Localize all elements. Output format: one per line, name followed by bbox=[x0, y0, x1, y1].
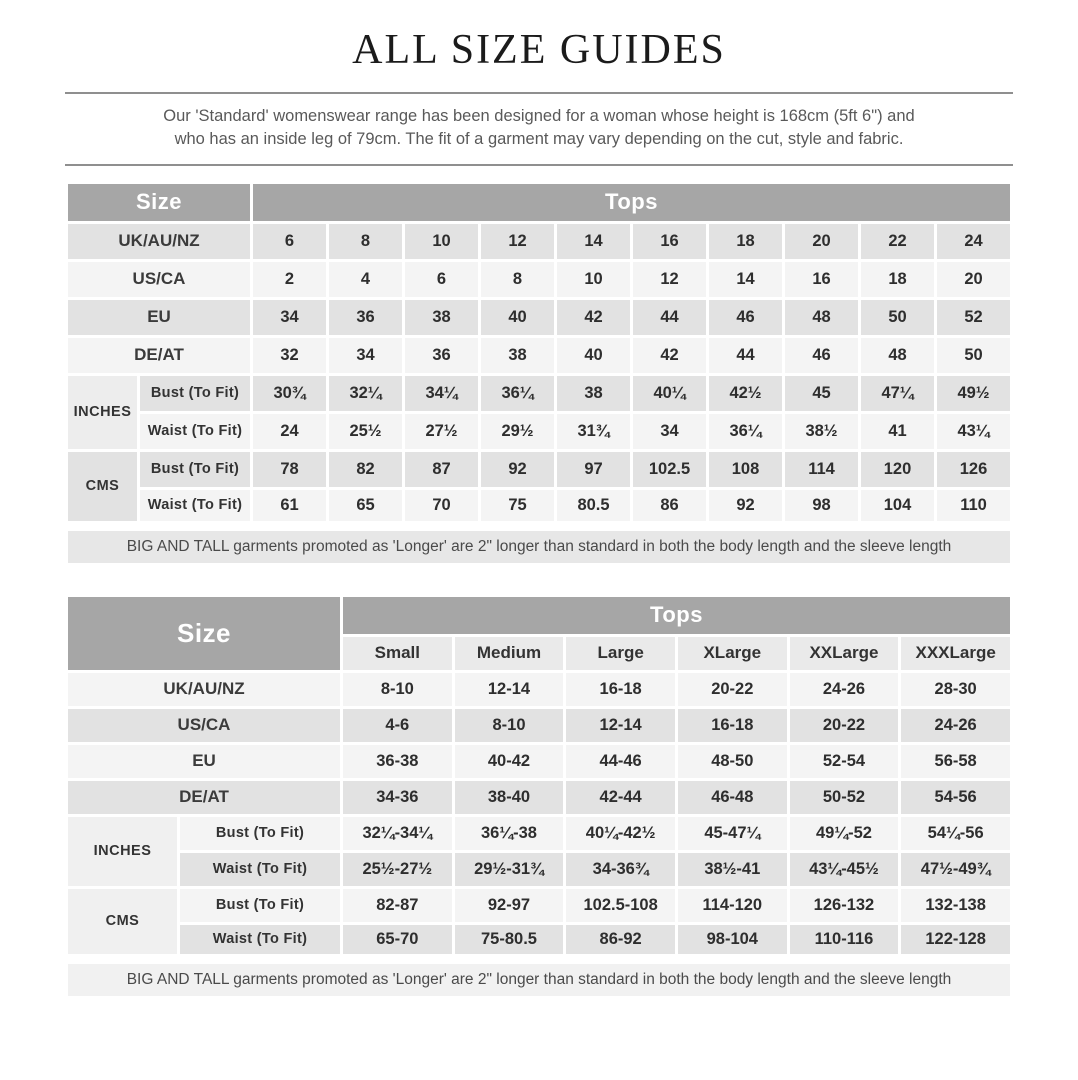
size-value-cell: 42 bbox=[556, 298, 632, 336]
divider bbox=[65, 164, 1013, 166]
size-value-cell: 126 bbox=[936, 450, 1012, 488]
table-row bbox=[67, 923, 1012, 959]
size-value-cell: 82 bbox=[328, 450, 404, 488]
size-value-cell: 52 bbox=[936, 298, 1012, 336]
size-value-cell: 8-10 bbox=[453, 707, 565, 743]
size-value-cell: 29½ bbox=[480, 412, 556, 450]
size-value-cell: 49¼-52 bbox=[788, 815, 900, 851]
table-row bbox=[67, 707, 1012, 743]
size-value-cell: 16 bbox=[632, 222, 708, 260]
size-value-cell: 14 bbox=[556, 222, 632, 260]
size-header-cell: Size bbox=[67, 182, 252, 222]
size-value-cell: 42-44 bbox=[565, 779, 677, 815]
size-value-cell: 27½ bbox=[404, 412, 480, 450]
size-system-label: DE/AT bbox=[67, 779, 342, 815]
table-row bbox=[67, 815, 1012, 851]
size-value-cell: 38 bbox=[556, 374, 632, 412]
size-value-cell: 20 bbox=[784, 222, 860, 260]
size-value-cell: 75 bbox=[480, 488, 556, 526]
size-value-cell: 16-18 bbox=[565, 671, 677, 707]
measurement-label: Waist (To Fit) bbox=[139, 488, 252, 526]
size-value-cell: 97 bbox=[556, 450, 632, 488]
size-value-cell: 10 bbox=[556, 260, 632, 298]
size-value-cell: 47½-49¾ bbox=[900, 851, 1012, 887]
size-value-cell: 102.5 bbox=[632, 450, 708, 488]
size-value-cell: 34-36 bbox=[342, 779, 454, 815]
table-row bbox=[67, 779, 1012, 815]
table-row bbox=[67, 743, 1012, 779]
size-value-cell: 30¾ bbox=[252, 374, 328, 412]
unit-group-label: CMS bbox=[67, 450, 139, 526]
unit-group-label: INCHES bbox=[67, 374, 139, 450]
size-value-cell: 42½ bbox=[708, 374, 784, 412]
size-value-cell: 10 bbox=[404, 222, 480, 260]
size-value-cell: 12-14 bbox=[565, 707, 677, 743]
size-value-cell: 24 bbox=[936, 222, 1012, 260]
size-value-cell: 108 bbox=[708, 450, 784, 488]
size-value-cell: 40 bbox=[556, 336, 632, 374]
size-value-cell: 126-132 bbox=[788, 887, 900, 923]
size-value-cell: 82-87 bbox=[342, 887, 454, 923]
size-value-cell: 34 bbox=[252, 298, 328, 336]
table-row bbox=[67, 671, 1012, 707]
intro-line-2: who has an inside leg of 79cm. The fit of a garment may vary depending on the cut, style and fabric. bbox=[174, 129, 904, 148]
size-value-cell: 32 bbox=[252, 336, 328, 374]
size-column-header: Large bbox=[565, 635, 677, 671]
size-value-cell: 75-80.5 bbox=[453, 923, 565, 959]
big-and-tall-note: BIG AND TALL garments promoted as 'Longer' are 2" longer than standard in both the body length and the sleeve length bbox=[67, 526, 1012, 564]
size-value-cell: 36¼-38 bbox=[453, 815, 565, 851]
size-value-cell: 46-48 bbox=[676, 779, 788, 815]
size-value-cell: 98-104 bbox=[676, 923, 788, 959]
size-value-cell: 24-26 bbox=[788, 671, 900, 707]
size-header-cell: Size bbox=[67, 595, 342, 671]
size-value-cell: 46 bbox=[784, 336, 860, 374]
table-row bbox=[67, 222, 1012, 260]
size-value-cell: 48 bbox=[784, 298, 860, 336]
size-value-cell: 104 bbox=[860, 488, 936, 526]
table-footnote-row bbox=[67, 526, 1012, 564]
size-value-cell: 20-22 bbox=[788, 707, 900, 743]
size-value-cell: 70 bbox=[404, 488, 480, 526]
size-value-cell: 16-18 bbox=[676, 707, 788, 743]
size-value-cell: 40¼-42½ bbox=[565, 815, 677, 851]
size-value-cell: 6 bbox=[404, 260, 480, 298]
size-value-cell: 28-30 bbox=[900, 671, 1012, 707]
size-value-cell: 87 bbox=[404, 450, 480, 488]
size-column-header: XLarge bbox=[676, 635, 788, 671]
measurement-label: Bust (To Fit) bbox=[179, 887, 342, 923]
table-header-row bbox=[67, 595, 1012, 635]
size-system-label: US/CA bbox=[67, 707, 342, 743]
size-system-label: DE/AT bbox=[67, 336, 252, 374]
size-system-label: US/CA bbox=[67, 260, 252, 298]
size-value-cell: 38-40 bbox=[453, 779, 565, 815]
size-value-cell: 38 bbox=[480, 336, 556, 374]
tops-header-cell: Tops bbox=[252, 182, 1012, 222]
size-value-cell: 16 bbox=[784, 260, 860, 298]
unit-group-label: CMS bbox=[67, 887, 179, 959]
size-value-cell: 120 bbox=[860, 450, 936, 488]
size-value-cell: 20-22 bbox=[676, 671, 788, 707]
measurement-label: Waist (To Fit) bbox=[179, 923, 342, 959]
size-value-cell: 38 bbox=[404, 298, 480, 336]
size-value-cell: 122-128 bbox=[900, 923, 1012, 959]
size-value-cell: 92-97 bbox=[453, 887, 565, 923]
size-value-cell: 25½ bbox=[328, 412, 404, 450]
measurement-label: Waist (To Fit) bbox=[139, 412, 252, 450]
table-row bbox=[67, 336, 1012, 374]
table-row bbox=[67, 260, 1012, 298]
size-column-header: Medium bbox=[453, 635, 565, 671]
size-value-cell: 65 bbox=[328, 488, 404, 526]
size-value-cell: 44 bbox=[632, 298, 708, 336]
size-value-cell: 50-52 bbox=[788, 779, 900, 815]
size-value-cell: 48 bbox=[860, 336, 936, 374]
size-value-cell: 36¼ bbox=[480, 374, 556, 412]
size-value-cell: 43¼ bbox=[936, 412, 1012, 450]
size-value-cell: 18 bbox=[708, 222, 784, 260]
measurement-label: Bust (To Fit) bbox=[179, 815, 342, 851]
intro-text bbox=[65, 105, 1013, 151]
size-value-cell: 24 bbox=[252, 412, 328, 450]
table-row bbox=[67, 450, 1012, 488]
size-value-cell: 38½ bbox=[784, 412, 860, 450]
size-value-cell: 42 bbox=[632, 336, 708, 374]
size-value-cell: 4-6 bbox=[342, 707, 454, 743]
size-value-cell: 50 bbox=[936, 336, 1012, 374]
size-value-cell: 44 bbox=[708, 336, 784, 374]
table-row bbox=[67, 887, 1012, 923]
size-value-cell: 46 bbox=[708, 298, 784, 336]
size-value-cell: 54¼-56 bbox=[900, 815, 1012, 851]
numeric-sizes-table bbox=[65, 181, 1013, 566]
table-row bbox=[67, 374, 1012, 412]
size-value-cell: 43¼-45½ bbox=[788, 851, 900, 887]
size-value-cell: 34-36¾ bbox=[565, 851, 677, 887]
table-header-row bbox=[67, 182, 1012, 222]
size-value-cell: 86-92 bbox=[565, 923, 677, 959]
size-system-label: UK/AU/NZ bbox=[67, 671, 342, 707]
size-value-cell: 36-38 bbox=[342, 743, 454, 779]
size-value-cell: 32¼ bbox=[328, 374, 404, 412]
table-body bbox=[67, 595, 1012, 997]
size-value-cell: 29½-31¾ bbox=[453, 851, 565, 887]
size-value-cell: 49½ bbox=[936, 374, 1012, 412]
size-value-cell: 14 bbox=[708, 260, 784, 298]
size-value-cell: 8 bbox=[328, 222, 404, 260]
size-value-cell: 36 bbox=[328, 298, 404, 336]
size-value-cell: 8 bbox=[480, 260, 556, 298]
size-column-header: Small bbox=[342, 635, 454, 671]
size-system-label: EU bbox=[67, 743, 342, 779]
page-title: ALL SIZE GUIDES bbox=[352, 27, 726, 73]
table-footnote-row bbox=[67, 959, 1012, 997]
size-value-cell: 110 bbox=[936, 488, 1012, 526]
size-value-cell: 47¼ bbox=[860, 374, 936, 412]
size-value-cell: 32¼-34¼ bbox=[342, 815, 454, 851]
size-value-cell: 41 bbox=[860, 412, 936, 450]
size-value-cell: 56-58 bbox=[900, 743, 1012, 779]
size-value-cell: 24-26 bbox=[900, 707, 1012, 743]
measurement-label: Bust (To Fit) bbox=[139, 450, 252, 488]
table-row bbox=[67, 412, 1012, 450]
table-row bbox=[67, 488, 1012, 526]
size-value-cell: 36 bbox=[404, 336, 480, 374]
size-value-cell: 52-54 bbox=[788, 743, 900, 779]
divider bbox=[65, 92, 1013, 94]
size-value-cell: 102.5-108 bbox=[565, 887, 677, 923]
size-value-cell: 8-10 bbox=[342, 671, 454, 707]
size-value-cell: 45-47¼ bbox=[676, 815, 788, 851]
size-value-cell: 34 bbox=[328, 336, 404, 374]
intro-line-1: Our 'Standard' womenswear range has been designed for a woman whose height is 168cm (5ft 6") and bbox=[163, 107, 915, 125]
size-value-cell: 45 bbox=[784, 374, 860, 412]
size-value-cell: 132-138 bbox=[900, 887, 1012, 923]
size-value-cell: 12 bbox=[480, 222, 556, 260]
size-value-cell: 114 bbox=[784, 450, 860, 488]
unit-group-label: INCHES bbox=[67, 815, 179, 887]
table-row bbox=[67, 851, 1012, 887]
size-value-cell: 12-14 bbox=[453, 671, 565, 707]
size-value-cell: 65-70 bbox=[342, 923, 454, 959]
size-value-cell: 61 bbox=[252, 488, 328, 526]
size-value-cell: 54-56 bbox=[900, 779, 1012, 815]
size-value-cell: 31¾ bbox=[556, 412, 632, 450]
size-value-cell: 50 bbox=[860, 298, 936, 336]
size-value-cell: 92 bbox=[480, 450, 556, 488]
size-value-cell: 114-120 bbox=[676, 887, 788, 923]
measurement-label: Bust (To Fit) bbox=[139, 374, 252, 412]
size-system-label: EU bbox=[67, 298, 252, 336]
size-system-label: UK/AU/NZ bbox=[67, 222, 252, 260]
size-value-cell: 40 bbox=[480, 298, 556, 336]
big-and-tall-note: BIG AND TALL garments promoted as 'Longer' are 2" longer than standard in both the body length and the sleeve length bbox=[67, 959, 1012, 997]
size-value-cell: 78 bbox=[252, 450, 328, 488]
table-body bbox=[67, 182, 1012, 564]
size-value-cell: 25½-27½ bbox=[342, 851, 454, 887]
size-value-cell: 92 bbox=[708, 488, 784, 526]
size-value-cell: 12 bbox=[632, 260, 708, 298]
size-value-cell: 86 bbox=[632, 488, 708, 526]
size-value-cell: 22 bbox=[860, 222, 936, 260]
size-value-cell: 34 bbox=[632, 412, 708, 450]
size-value-cell: 20 bbox=[936, 260, 1012, 298]
size-value-cell: 38½-41 bbox=[676, 851, 788, 887]
size-column-header: XXLarge bbox=[788, 635, 900, 671]
size-value-cell: 6 bbox=[252, 222, 328, 260]
letter-sizes-table bbox=[65, 594, 1013, 999]
measurement-label: Waist (To Fit) bbox=[179, 851, 342, 887]
size-value-cell: 98 bbox=[784, 488, 860, 526]
size-value-cell: 48-50 bbox=[676, 743, 788, 779]
tops-header-cell: Tops bbox=[342, 595, 1012, 635]
size-value-cell: 36¼ bbox=[708, 412, 784, 450]
table-row bbox=[67, 298, 1012, 336]
size-value-cell: 18 bbox=[860, 260, 936, 298]
size-value-cell: 40¼ bbox=[632, 374, 708, 412]
size-column-header: XXXLarge bbox=[900, 635, 1012, 671]
size-value-cell: 4 bbox=[328, 260, 404, 298]
size-value-cell: 40-42 bbox=[453, 743, 565, 779]
size-value-cell: 80.5 bbox=[556, 488, 632, 526]
size-value-cell: 44-46 bbox=[565, 743, 677, 779]
size-value-cell: 110-116 bbox=[788, 923, 900, 959]
size-value-cell: 2 bbox=[252, 260, 328, 298]
size-value-cell: 34¼ bbox=[404, 374, 480, 412]
